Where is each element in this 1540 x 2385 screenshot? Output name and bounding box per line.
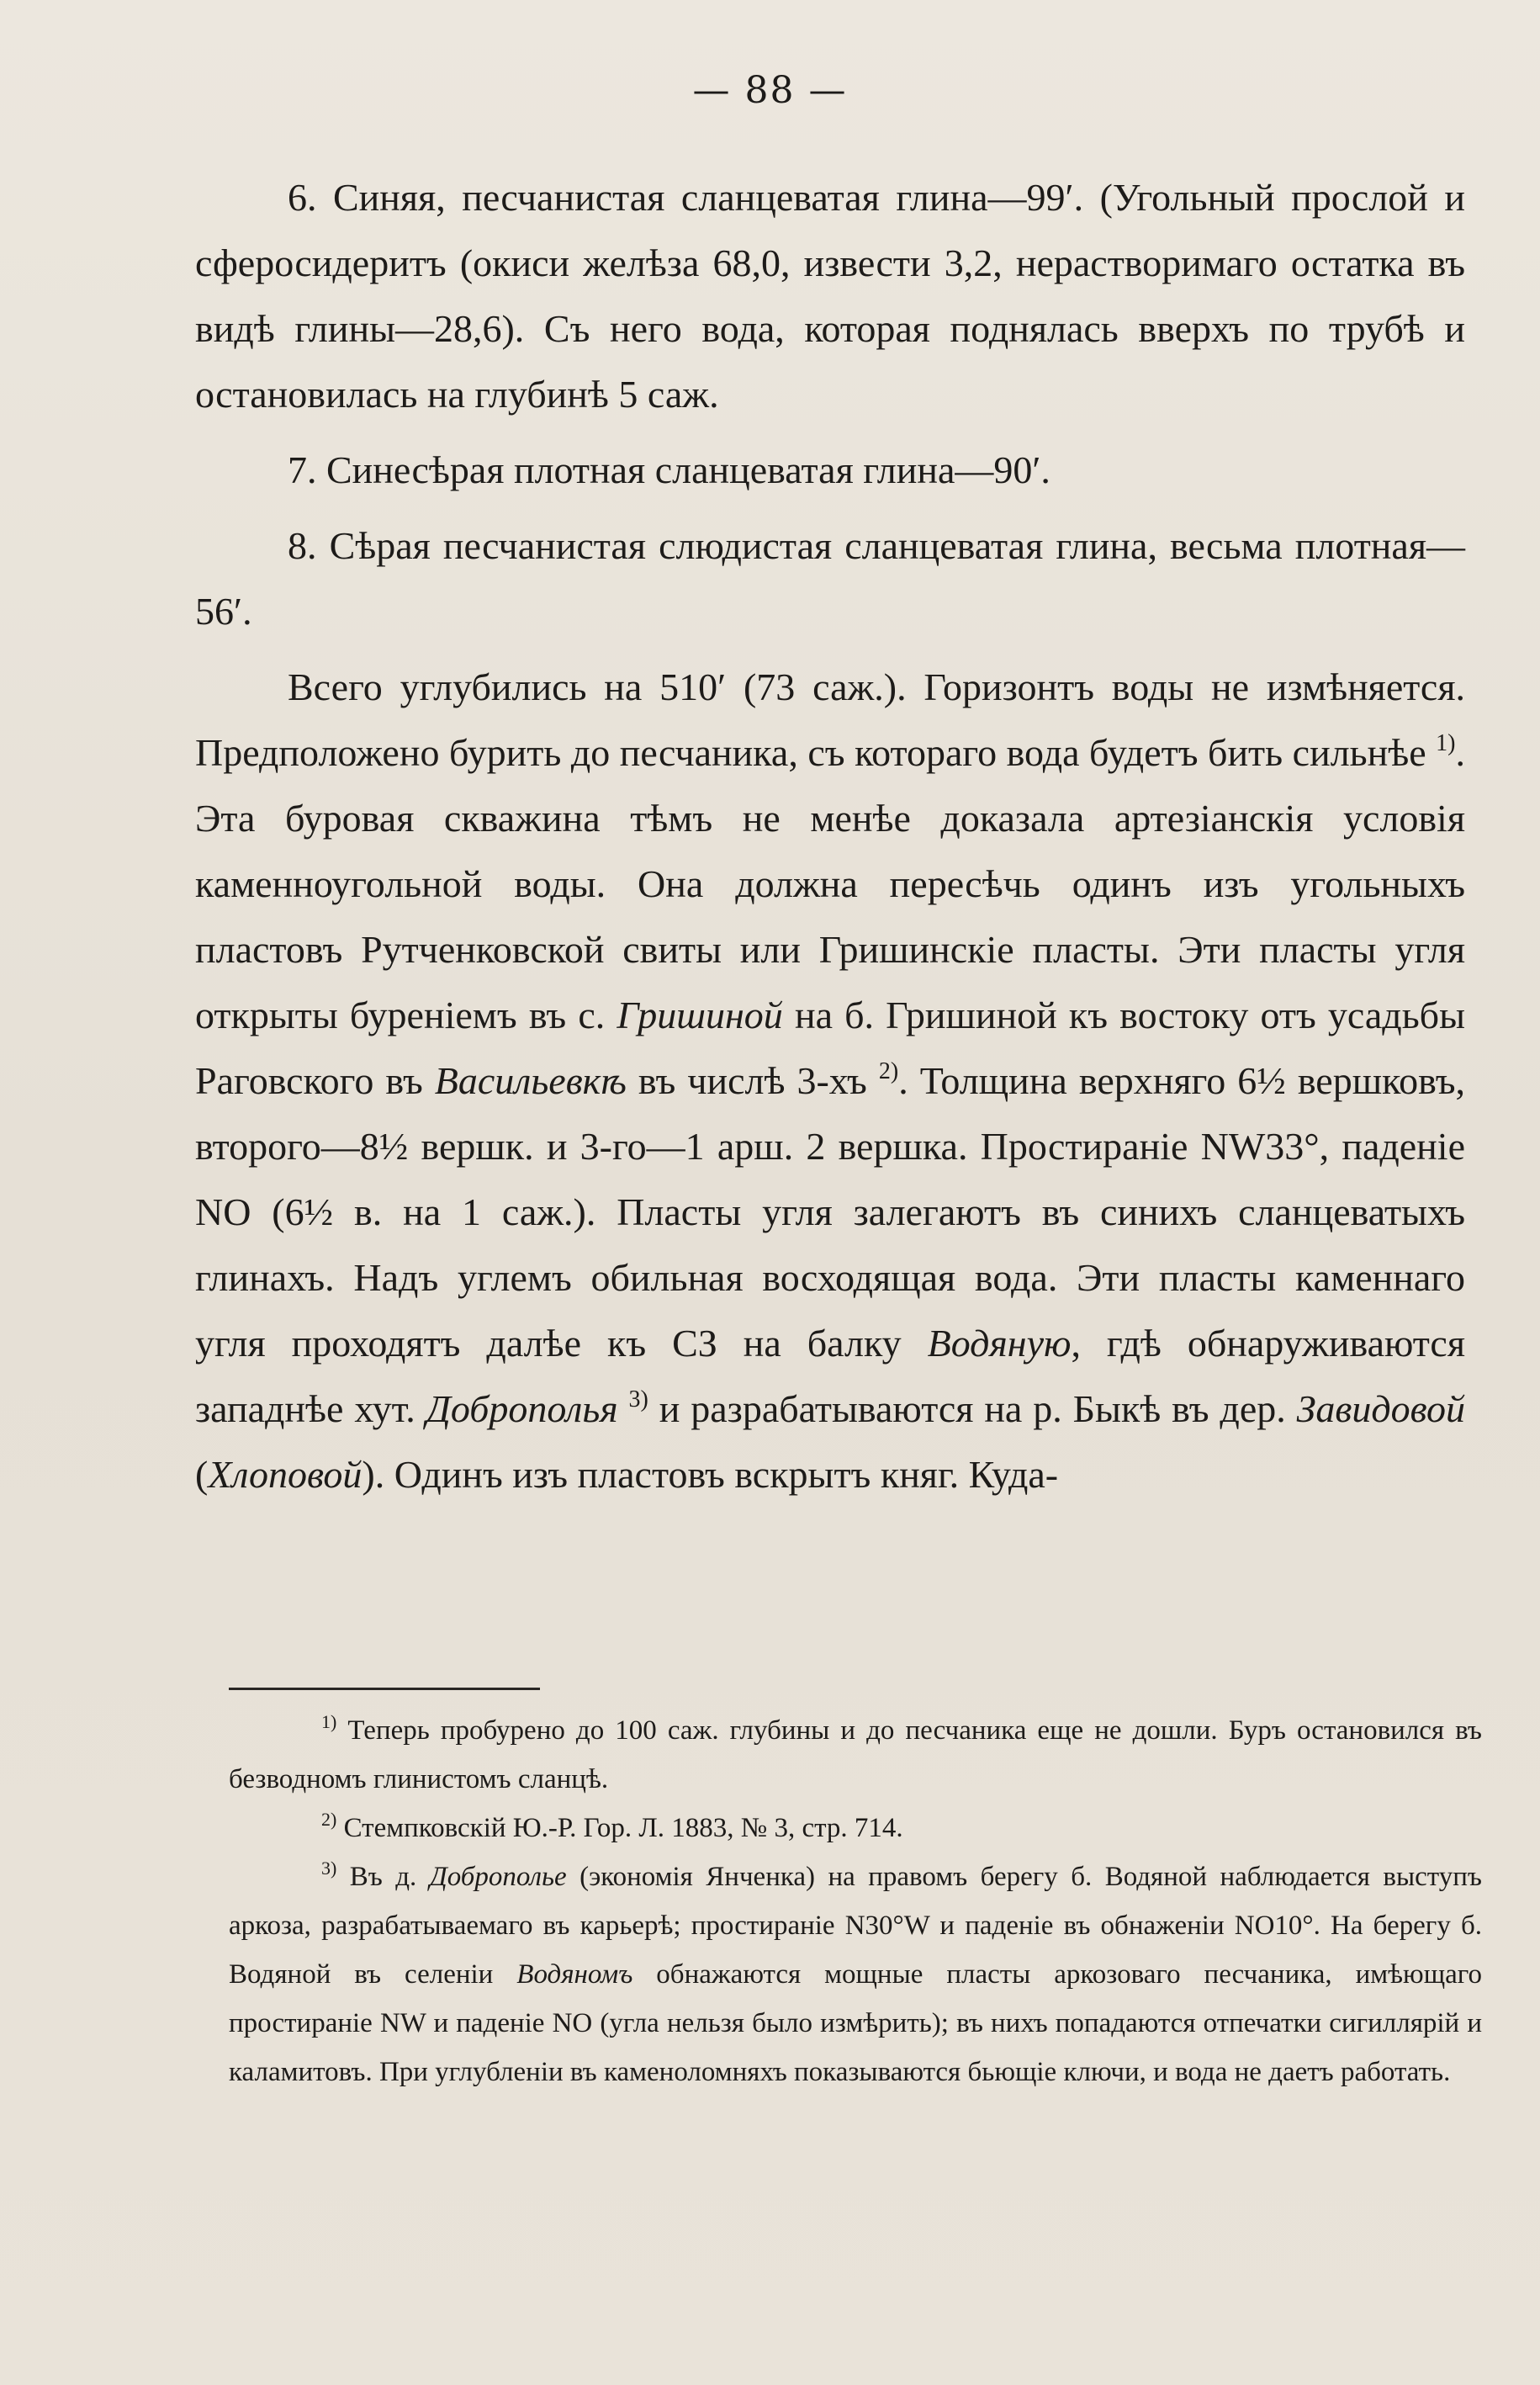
paragraph-total [195, 655, 1465, 1508]
footnote-ref-2: 2) [878, 1058, 899, 1084]
place-name: Водяную [927, 1322, 1072, 1365]
paragraph-8 [195, 513, 1465, 644]
footnote-divider [229, 1688, 540, 1690]
paragraph-text: 7. Синесѣрая плотная сланцеватая глина—90′. [288, 448, 1050, 491]
footnote-ref-1: 1) [1436, 730, 1456, 756]
footnote-text: обнажаются мощные пласты аркозоваго песчаника, имѣющаго простираніе NW и паденіе NO (угла нельзя было измѣрить); въ нихъ попадаются отпечатки сигиллярій и каламитовъ. При углубленіи въ каменоломняхъ показываются бьющіе ключи, и вода не даетъ работать. [229, 1959, 1482, 2087]
footnotes [229, 1706, 1482, 2096]
text-run: ( [195, 1453, 209, 1496]
footnote-3 [229, 1852, 1482, 2096]
main-text [195, 165, 1465, 1508]
footnote-text: (экономія Янченка) на правомъ берегу б. Водяной наблюдается выступъ аркоза, разрабатываемаго въ карьерѣ; простираніе N30°W и паденіе въ обнаженіи NO10°. На берегу б. Водяной въ селеніи [229, 1862, 1482, 1990]
footnote-2 [229, 1804, 1482, 1852]
text-run [618, 1387, 629, 1430]
place-name: Васильевкѣ [434, 1059, 627, 1102]
paragraph-7 [195, 437, 1465, 503]
page-number: — 88 — [692, 69, 848, 112]
text-run: ). Одинъ изъ пластовъ вскрытъ княг. Куда- [362, 1453, 1059, 1496]
text-run: и разрабатываются на р. Быкѣ въ дер. [648, 1387, 1297, 1430]
place-name: Гришиной [617, 994, 783, 1036]
text-run: на б. Гришиной къ востоку отъ усадьбы Раговского въ [195, 994, 1465, 1102]
text-run: , гдѣ обнаруживаются западнѣе хут. [195, 1322, 1465, 1430]
text-run: въ числѣ 3-хъ [626, 1059, 879, 1102]
place-name: Хлоповой [208, 1453, 363, 1496]
footnote-marker: 2) [321, 1809, 337, 1830]
footnote-marker: 3) [321, 1858, 337, 1879]
text-run: . Толщина верхняго 6½ вершковъ, второго—8½ вершк. и 3-го—1 арш. 2 вершка. Простираніе NW33°, паденіе NO (6½ в. на 1 саж.). Пласты угля залегаютъ въ синихъ сланцеватыхъ глинахъ. Надъ углемъ обильная восходящая вода. Эти пласты каменнаго угля проходятъ далѣе къ СЗ на балку [195, 1059, 1465, 1365]
footnote-1 [229, 1706, 1482, 1804]
place-name: Завидовой [1296, 1387, 1465, 1430]
footnote-text: Въ д. [336, 1862, 430, 1892]
footnote-marker: 1) [321, 1711, 337, 1732]
text-run: . Эта буровая скважина тѣмъ не менѣе доказала артезіанскія условія каменноугольной воды. Она должна пересѣчь одинъ изъ угольныхъ пластовъ Рутченковской свиты или Гришинскіе пласты. Эти пласты угля открыты буреніемъ въ с. [195, 731, 1465, 1036]
footnote-text: Стемпковскій Ю.-Р. Гор. Л. 1883, № 3, стр. 714. [336, 1813, 903, 1843]
place-name: Водяномъ [516, 1959, 633, 1990]
paragraph-text: 8. Сѣрая песчанистая слюдистая сланцеватая глина, весьма плотная—56′. [195, 524, 1465, 633]
place-name: Доброполье [429, 1862, 567, 1892]
paragraph-6 [195, 165, 1465, 427]
text-run: Всего углубились на 510′ (73 саж.). Горизонтъ воды не измѣняется. Предположено бурить до песчаника, съ котораго вода будетъ бить сильнѣе [195, 665, 1465, 774]
footnote-text: Теперь пробурено до 100 саж. глубины и до песчаника еще не дошли. Буръ остановился въ безводномъ глинистомъ сланцѣ. [229, 1715, 1482, 1794]
paragraph-text: 6. Синяя, песчанистая сланцеватая глина—99′. (Угольный прослой и сферосидеритъ (окиси желѣза 68,0, извести 3,2, нерастворимаго остатка въ видѣ глины—28,6). Съ него вода, которая поднялась вверхъ по трубѣ и остановилась на глубинѣ 5 саж. [195, 176, 1465, 416]
footnote-ref-3: 3) [628, 1386, 648, 1412]
place-name: Доброполья [426, 1387, 618, 1430]
